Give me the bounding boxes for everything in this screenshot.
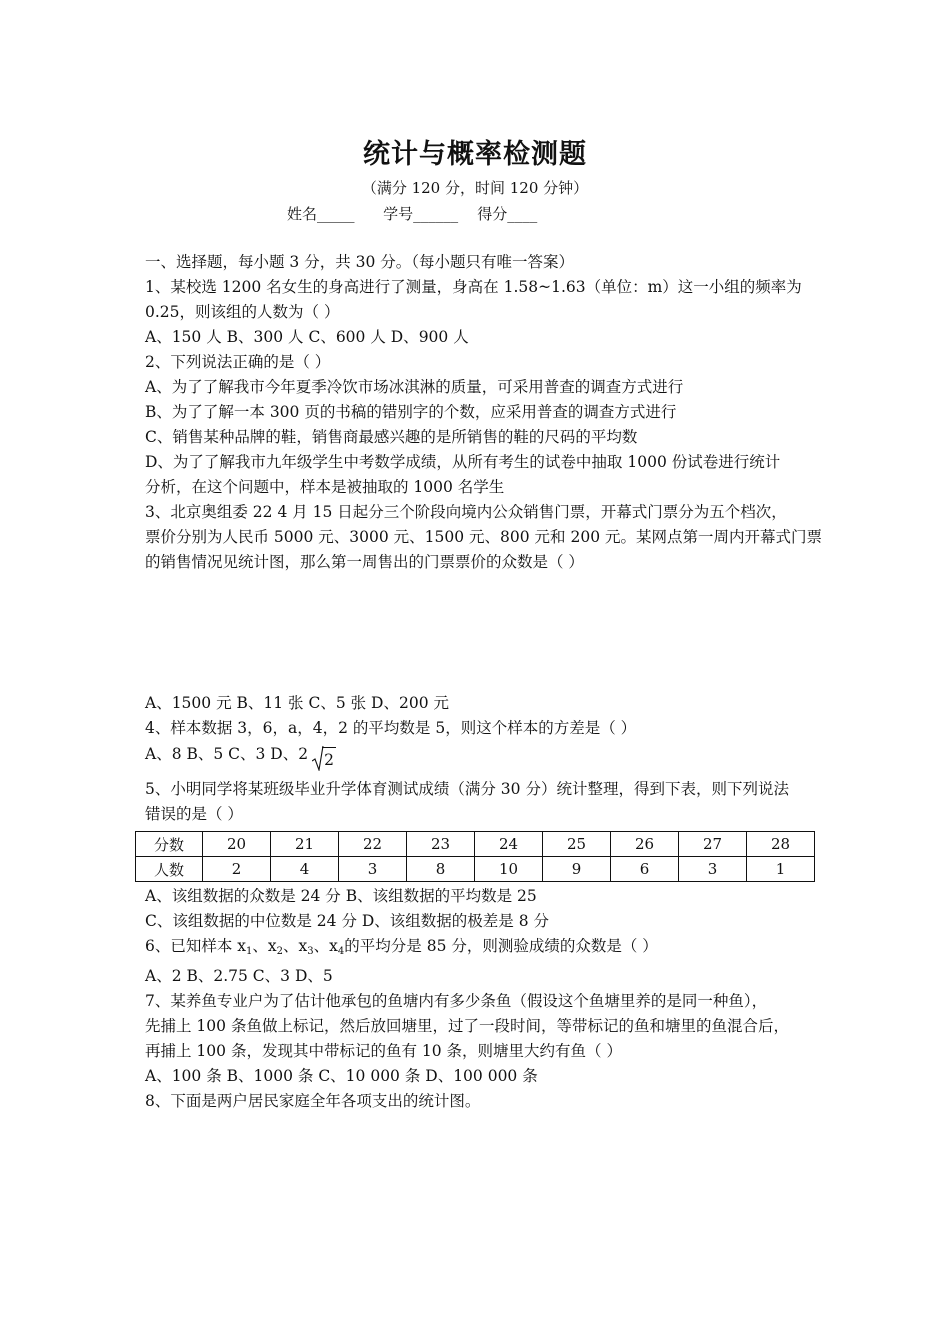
q1-options: A、150 人 B、300 人 C、600 人 D、900 人 — [145, 328, 469, 346]
q3-line1: 3、北京奥组委 22 4 月 15 日起分三个阶段向境内公众销售门票，开幕式门票分为五个档次， — [145, 503, 787, 521]
q6-options: A、2 B、2.75 C、3 D、5 — [145, 967, 333, 985]
table-row — [136, 832, 815, 857]
q2-stem: 2、下列说法正确的是（ ） — [145, 353, 331, 371]
q7-line2: 先捕上 100 条鱼做上标记，然后放回塘里，过了一段时间，等带标记的鱼和塘里的鱼混合后， — [145, 1017, 789, 1035]
q4-stem: 4、样本数据 3，6，a，4，2 的平均数是 5，则这个样本的方差是（ ） — [145, 719, 637, 737]
q3-options: A、1500 元 B、11 张 C、5 张 D、200 元 — [145, 694, 449, 712]
q2-option-d-line2: 分析，在这个问题中，样本是被抽取的 1000 名学生 — [145, 478, 505, 496]
section-heading: 一、选择题，每小题 3 分，共 30 分。（每小题只有唯一答案） — [145, 253, 575, 271]
table-cell: 6 — [611, 857, 679, 882]
name-label: 姓名_____ — [287, 205, 355, 223]
q6-text: 、x — [283, 937, 308, 955]
score-table — [135, 831, 815, 882]
q3-chart-placeholder — [145, 575, 815, 691]
subscript: 1 — [246, 946, 253, 957]
table-header-cell: 人数 — [136, 857, 203, 882]
score-label: 得分____ — [477, 205, 538, 223]
table-cell: 1 — [747, 857, 815, 882]
table-cell: 24 — [475, 832, 543, 857]
table-cell: 28 — [747, 832, 815, 857]
q5-options-ab: A、该组数据的众数是 24 分 B、该组数据的平均数是 25 — [145, 887, 537, 905]
table-cell: 9 — [543, 857, 611, 882]
radicand: 2 — [322, 747, 336, 773]
q4-options-text: A、8 B、5 C、3 D、2 — [145, 745, 309, 763]
table-cell: 22 — [339, 832, 407, 857]
q3-line3: 的销售情况见统计图，那么第一周售出的门票票价的众数是（ ） — [145, 553, 584, 571]
table-cell: 2 — [203, 857, 271, 882]
q4-options — [145, 741, 815, 767]
radical-sign-icon — [312, 745, 324, 771]
q2-option-a: A、为了了解我市今年夏季冷饮市场冰淇淋的质量，可采用普查的调查方式进行 — [145, 378, 684, 396]
q5-line1: 5、小明同学将某班级毕业升学体育测试成绩（满分 30 分）统计整理，得到下表，则下列说法 — [145, 780, 789, 798]
table-cell: 3 — [679, 857, 747, 882]
q3-line2: 票价分别为人民币 5000 元、3000 元、1500 元、800 元和 200 元。某网点第一周内开幕式门票 — [145, 528, 822, 546]
table-row — [136, 857, 815, 882]
q1-line1: 1、某校选 1200 名女生的身高进行了测量，身高在 1.58~1.63（单位：m）这一小组的频率为 — [145, 278, 802, 296]
subscript: 4 — [337, 946, 345, 957]
table-cell: 8 — [407, 857, 475, 882]
id-label: 学号______ — [383, 205, 459, 223]
table-cell: 21 — [271, 832, 339, 857]
q6-text: 、x — [252, 937, 277, 955]
q2-option-d-line1: D、为了了解我市九年级学生中考数学成绩，从所有考生的试卷中抽取 1000 份试卷进行统计 — [145, 453, 781, 471]
table-cell: 3 — [339, 857, 407, 882]
exam-subtitle: （满分 120 分，时间 120 分钟） — [361, 179, 589, 197]
student-info-line — [287, 203, 537, 224]
q7-options: A、100 条 B、1000 条 C、10 000 条 D、100 000 条 — [145, 1067, 538, 1085]
table-cell: 27 — [679, 832, 747, 857]
q1-line2: 0.25，则该组的人数为（ ） — [145, 303, 340, 321]
table-header-cell: 分数 — [136, 832, 203, 857]
spacer — [145, 767, 815, 777]
page-title: 统计与概率检测题 — [363, 139, 587, 170]
exam-content — [145, 250, 822, 1114]
table-cell: 23 — [407, 832, 475, 857]
q8-stem: 8、下面是两户居民家庭全年各项支出的统计图。 — [145, 1092, 481, 1110]
table-cell: 4 — [271, 857, 339, 882]
q6-stem — [145, 934, 815, 964]
q6-text: 6、已知样本 x — [145, 937, 247, 955]
q7-line1: 7、某养鱼专业户为了估计他承包的鱼塘内有多少条鱼（假设这个鱼塘里养的是同一种鱼）， — [145, 992, 768, 1010]
table-cell: 10 — [475, 857, 543, 882]
table-cell: 26 — [611, 832, 679, 857]
subscript: 3 — [307, 946, 314, 957]
q2-option-b: B、为了了解一本 300 页的书稿的错别字的个数，应采用普查的调查方式进行 — [145, 403, 677, 421]
q5-options-cd: C、该组数据的中位数是 24 分 D、该组数据的极差是 8 分 — [145, 912, 550, 930]
table-cell: 20 — [203, 832, 271, 857]
table-cell: 25 — [543, 832, 611, 857]
q6-text: 、x — [313, 937, 338, 955]
q5-line2: 错误的是（ ） — [145, 805, 243, 823]
q2-option-c: C、销售某种品牌的鞋，销售商最感兴趣的是所销售的鞋的尺码的平均数 — [145, 428, 638, 446]
q6-text: 的平均分是 85 分，则测验成绩的众数是（ ） — [344, 937, 658, 955]
sqrt-symbol — [312, 747, 336, 773]
q7-line3: 再捕上 100 条，发现其中带标记的鱼有 10 条，则塘里大约有鱼（ ） — [145, 1042, 622, 1060]
subscript: 2 — [276, 946, 284, 957]
